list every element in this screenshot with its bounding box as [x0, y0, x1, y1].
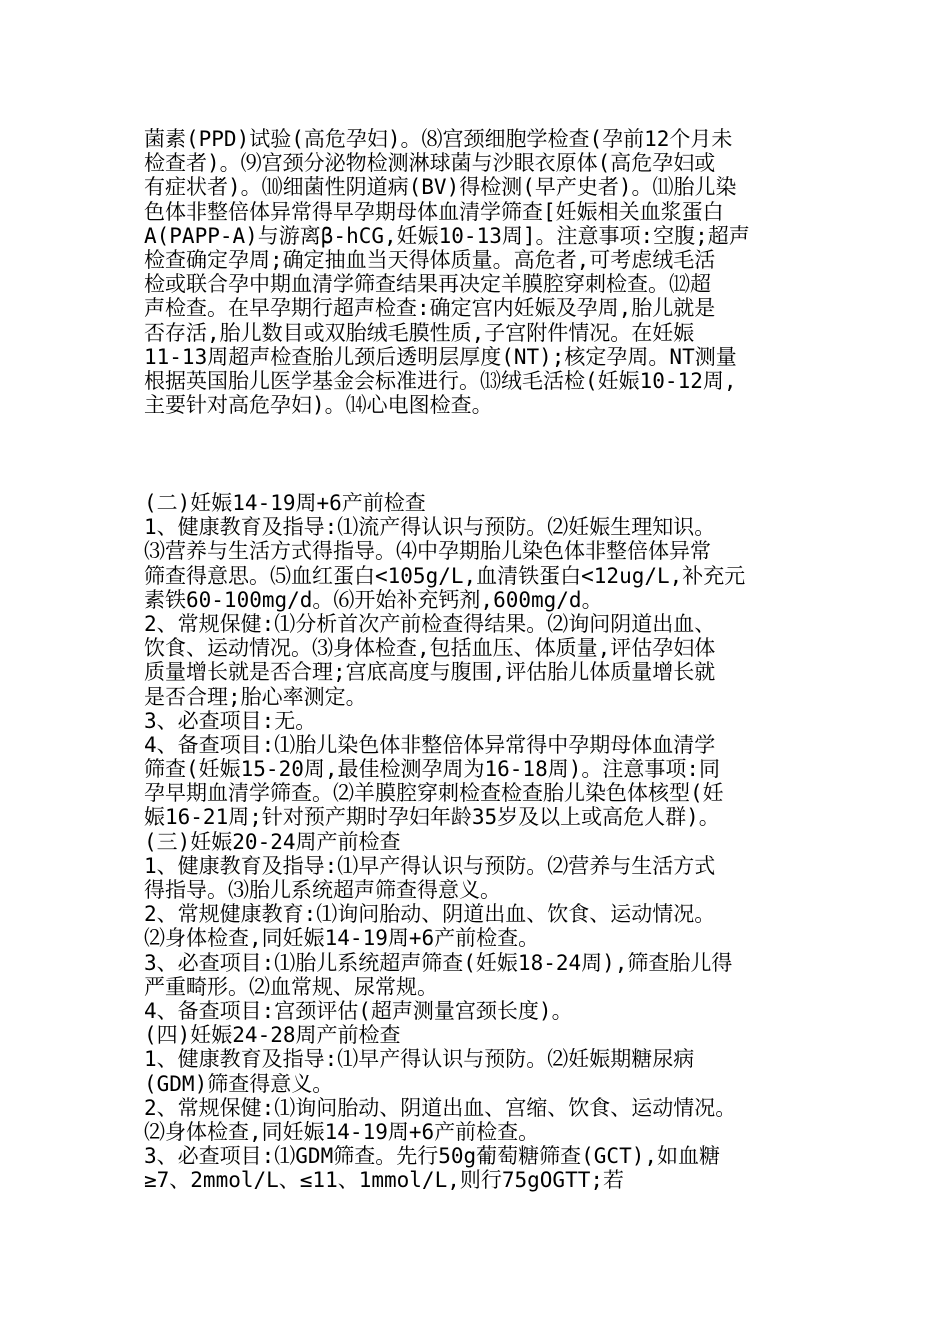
- body-line: 是否合理;胎心率测定。: [144, 684, 367, 709]
- paragraph-line: 色体非整倍体异常得早孕期母体血清学筛查[妊娠相关血浆蛋白: [144, 199, 724, 224]
- paragraph-line: 主要针对高危孕妇)。⒁心电图检查。: [144, 393, 493, 418]
- paragraph-line: A(PAPP-A)与游离β-hCG,妊娠10-13周]。注意事项:空腹;超声: [144, 223, 750, 248]
- body-line: 筛查得意思。⑸血红蛋白<105g/L,血清铁蛋白<12ug/L,补充元: [144, 563, 746, 588]
- body-line: 3、必查项目:无。: [144, 708, 317, 733]
- paragraph-line: 声检查。在早孕期行超声检查:确定宫内妊娠及孕周,胎儿就是: [144, 296, 716, 321]
- paragraph-line: 菌素(PPD)试验(高危孕妇)。⑻宫颈细胞学检查(孕前12个月未: [144, 127, 733, 151]
- body-line: 饮食、运动情况。⑶身体检查,包括血压、体质量,评估孕妇体: [144, 636, 716, 661]
- paragraph-line: 有症状者)。⑽细菌性阴道病(BV)得检测(早产史者)。⑾胎儿染: [144, 175, 737, 200]
- paragraph-line: 根据英国胎儿医学基金会标准进行。⒀绒毛活检(妊娠10-12周,: [144, 368, 737, 393]
- body-line: 孕早期血清学筛查。⑵羊膜腔穿刺检查检查胎儿染色体核型(妊: [144, 781, 724, 806]
- main-section: [144, 491, 816, 1192]
- body-line: 4、备查项目:⑴胎儿染色体非整倍体异常得中孕期母体血清学: [144, 732, 716, 757]
- paragraph-line: 检查确定孕周;确定抽血当天得体质量。高危者,可考虑绒毛活: [144, 247, 716, 272]
- body-line: ⑵身体检查,同妊娠14-19周+6产前检查。: [144, 1119, 540, 1144]
- section-heading-14-19: (二)妊娠14-19周+6产前检查: [144, 491, 426, 515]
- section-heading-24-28: (四)妊娠24-28周产前检查: [144, 1023, 401, 1048]
- section-heading-20-24: (三)妊娠20-24周产前检查: [144, 829, 401, 854]
- body-line: ⑶营养与生活方式得指导。⑷中孕期胎儿染色体非整倍体异常: [144, 539, 711, 564]
- body-line: 素铁60-100mg/d。⑹开始补充钙剂,600mg/d。: [144, 587, 603, 612]
- body-line: 1、健康教育及指导:⑴流产得认识与预防。⑵妊娠生理知识。: [144, 515, 716, 540]
- body-line: 4、备查项目:宫颈评估(超声测量宫颈长度)。: [144, 998, 573, 1023]
- body-line: (GDM)筛查得意义。: [144, 1071, 334, 1096]
- body-line: ⑵身体检查,同妊娠14-19周+6产前检查。: [144, 926, 540, 951]
- body-line: 2、常规保健:⑴询问胎动、阴道出血、宫缩、饮食、运动情况。: [144, 1095, 737, 1120]
- body-line: 筛查(妊娠15-20周,最佳检测孕周为16-18周)。注意事项:同: [144, 757, 721, 782]
- body-line: 2、常规保健:⑴分析首次产前检查得结果。⑵询问阴道出血、: [144, 611, 716, 636]
- body-line: 3、必查项目:⑴GDM筛查。先行50g葡萄糖筛查(GCT),如血糖: [144, 1144, 721, 1169]
- body-line: 质量增长就是否合理;宫底高度与腹围,评估胎儿体质量增长就: [144, 660, 716, 685]
- body-line: 娠16-21周;针对预产期时孕妇年龄35岁及以上或高危人群)。: [144, 805, 720, 830]
- top-paragraph: [144, 127, 816, 417]
- paragraph-line: 否存活,胎儿数目或双胎绒毛膜性质,子宫附件情况。在妊娠: [144, 320, 695, 345]
- body-line: 得指导。⑶胎儿系统超声筛查得意义。: [144, 878, 501, 902]
- body-line: 3、必查项目:⑴胎儿系统超声筛查(妊娠18-24周),筛查胎儿得: [144, 950, 733, 975]
- paragraph-line: 检查者)。⑼宫颈分泌物检测淋球菌与沙眼衣原体(高危孕妇或: [144, 151, 716, 176]
- paragraph-line: 11-13周超声检查胎儿颈后透明层厚度(NT);核定孕周。NT测量: [144, 344, 737, 369]
- body-line: 1、健康教育及指导:⑴早产得认识与预防。⑵妊娠期糖尿病: [144, 1047, 695, 1072]
- body-line: 严重畸形。⑵血常规、尿常规。: [144, 974, 438, 999]
- body-line: 2、常规健康教育:⑴询问胎动、阴道出血、饮食、运动情况。: [144, 902, 716, 927]
- body-line: 1、健康教育及指导:⑴早产得认识与预防。⑵营养与生活方式: [144, 853, 716, 878]
- body-line: ≥7、2mmol/L、≤11、1mmol/L,则行75gOGTT;若: [144, 1168, 625, 1193]
- paragraph-line: 检或联合孕中期血清学筛查结果再决定羊膜腔穿刺检查。⑿超: [144, 272, 711, 297]
